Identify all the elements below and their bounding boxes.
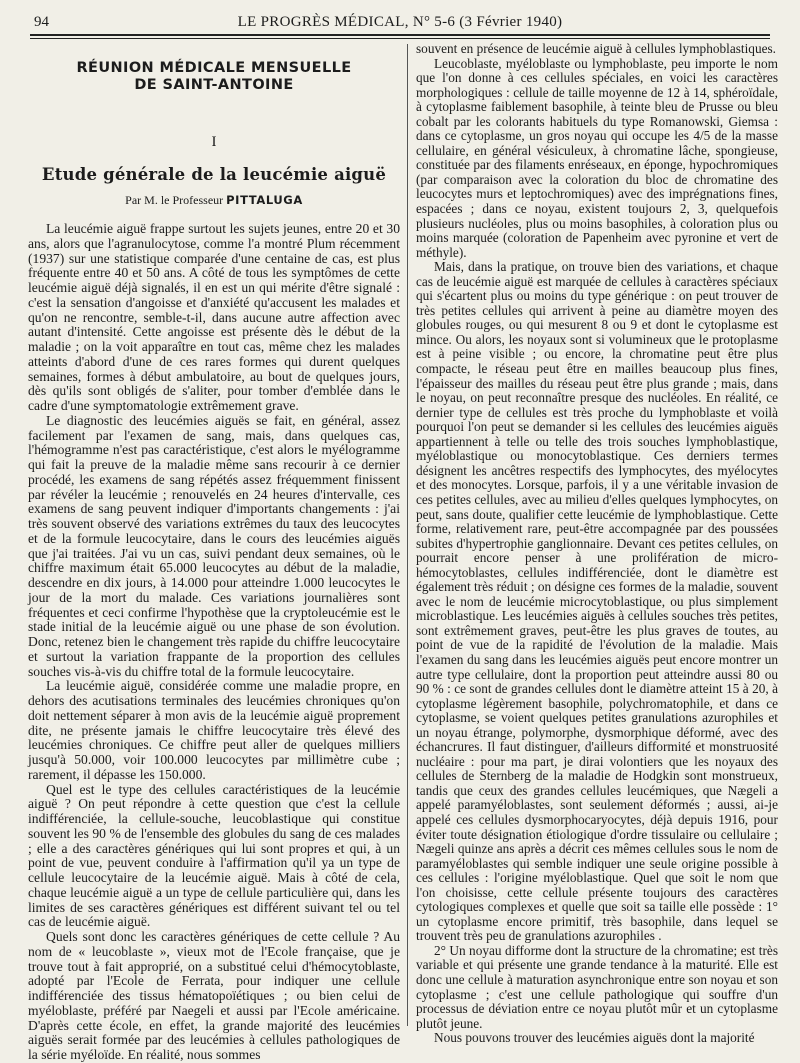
paragraph: Nous pouvons trouver des leucémies aiguës dont la majorité <box>434 1030 755 1046</box>
page-number: 94 <box>34 14 49 30</box>
journal-title: LE PROGRÈS MÉDICAL, N° 5-6 (3 Février 1940) <box>237 14 563 30</box>
paragraph: Mais, dans la pratique, on trouve bien des variations, et chaque cas de leucémie aiguë est marquée de cellules à caractères spéciaux qui s'écartent plus ou moins du type générique : on peut trouver de très petites cellules qui arrivent à peine au diamètre moyen des globules rouges, ou qui mesurent 8 ou 9 et dont le cytoplasme est mince. Ou alors, les noyaux sont si volumineux que le protoplasme est à peine visible ; ou encore, la chromatine peut être plus compacte, le réseau peut être en mailles beaucoup plus fines, l'épaisseur des mailles du réseau peut être plus grande ; mais, dans le noyau, on peut reconnaître presque des nucléoles. En réalité, ce dernier type de cellules est très proche du lymphoblaste et voilà pourquoi l'on peut se demander si les cellules des leucémies aiguës appartiennent à telle ou telle des trois souches lymphoblastique, myéloblastique ou monocytoblastique. Ces derniers termes désignent les ancêtres respectifs des lymphocytes, des myélocytes et des monocytes. Lorsque, parfois, il y a une véritable invasion de ces petites cellules, avec au milieu d'elles quelques lymphocytes, on peut, sans doute, qualifier cette leucémie de lymphoblastique. Cette forme, relativement rare, peut-être accompagnée par des poussées subites d'hypertrophie ganglionnaire. Devant ces petites cellules, on pourrait encore penser à une prolifération de micro-hémocytoblastes, cellules indifférenciée, dont le diamètre est également très réduit ; on désigne ces formes de la maladie, souvent avec le nom de leucémie microcytoblastique, ou plus simplement microblastique. Les leucémies aiguës à cellules souches très petites, sont extrêmement graves, peut-être les plus graves de toutes, au point de vue de la rapidité de l'évolution de la maladie. Mais l'examen du sang dans les leucémies aiguës peut encore montrer un autre type cellulaire, dont la proportion peut atteindre aussi 80 ou 90 % : ce sont de grandes cellules dont le diamètre atteint 15 à 20, à cytoplasme légèrement basophile, polychromatophile, et dans ce cytoplasme, se voient quelques petites granulations azurophiles et un noyau étrange, polymorphe, dysmorphique déformé, avec des échancrures. Il faut distinguer, d'ailleurs difformité et monstruosité nucléaire : pour ma part, je dirai volontiers que les noyaux des cellules de Sternberg de la maladie de Hodgkin sont monstrueux, tandis que ceux des grandes cellules leucémiques, que Nægeli a appelé paramyéloblastes, sont seulement déformés ; aussi, ai-je appelé ces cellules dysmorphocaryocytes, déjà depuis 1916, pour éviter toute désignation étiologique d'ordre tissulaire ou cellulaire ; Nægeli quinze ans après a décrit ces mêmes cellules sous le nom de paramyéloblastes qui semble indiquer une seule origine possible à ces cellules : l'origine myéloblastique. Quel que soit le nom que l'on choisisse, cette cellule présente toujours des caractères cytologiques complexes et quelle que soit sa taille elle possède : 1° un cytoplasme encore primitif, très basophile, dans lequel se trouvent très peu de granulations azurophiles . <box>416 259 778 944</box>
left-column-body <box>28 222 400 1063</box>
paragraph: La leucémie aiguë, considérée comme une maladie propre, en dehors des acutisations terminales des leucémies chroniques qu'on doit nettement séparer à mon avis de la leucémie aiguë proprement dite, ne présente jamais le chiffre leucocytaire très élevé des leucémies chroniques. Ce chiffre peut aller de quelques milliers jusqu'à 50.000, voir 100.000 leucocytes par millimètre cube ; rarement, il dépasse les 150.000. <box>28 678 400 782</box>
section-heading-line2: DE SAINT-ANTOINE <box>134 77 294 93</box>
article-numeral: I <box>211 134 217 150</box>
header-rule-thin <box>30 38 770 39</box>
section-heading-line1: RÉUNION MÉDICALE MENSUELLE <box>76 60 352 76</box>
paragraph: Quel est le type des cellules caractéristiques de la leucémie aiguë ? On peut répondre à cette question que c'est la cellule indifférenciée, la cellule-souche, leucoblastique qui constitue souvent les 90 % de l'ensemble des globules du sang de ces malades ; elle a des caractères génériques qui lui sont propres et qui, à un point de vue, peuvent conduire à l'affirmation qu'il ya un type de cellule leucocytaire de la leucémie aiguë. Mais à côté de cela, chaque leucémie aiguë a un type de cellule particulière qui, dans les limites de ses caractères génériques est différent suivant tel ou tel cas de leucémie aiguë. <box>28 781 400 930</box>
column-divider <box>407 44 408 1026</box>
byline-prefix: Par M. le Professeur <box>125 193 224 207</box>
paragraph: 2° Un noyau difforme dont la structure de la chromatine; est très variable et qui présente une grande tendance à la maturité. Elle est donc une cellule à maturation asynchronique entre son noyau et son cytoplasme ; c'est une cellule pathologique qui souffre d'un processus de déviation entre ce noyau plutôt mûr et un cytoplasme plutôt jeune. <box>416 942 778 1031</box>
paragraph: Quels sont donc les caractères génériques de cette cellule ? Au nom de « leucoblaste », vieux mot de l'Ecole française, que je trouve tout à fait approprié, on a substitué celui d'hémocytoblaste, adopté par l'Ecole de Ferrata, pour indiquer une cellule indifférenciée des tissus hématopoïétiques ; ou bien celui de myéloblaste, préféré par Naegeli et aussi par l'Ecole américaine. D'après cette école, en effet, la grande majorité des leucémies aiguës serait formée par des leucémies à cellules pathologiques de la série myéloïde. En réalité, nous sommes <box>28 929 400 1062</box>
paragraph: Leucoblaste, myéloblaste ou lymphoblaste, peu importe le nom que l'on donne à ces cellules spéciales, en voici les caractères morphologiques : cellule de taille moyenne de 12 à 14, sphéroïdale, à cytoplasme faiblement basophile, à teinte bleu de Prusse ou bleu cobalt par les colorants habituels du type Romanowski, Giemsa : dans ce cytoplasme, un gros noyau qui occupe les 4/5 de la masse cellulaire, en général vésiculeux, à chromatine lâche, spongieuse, constituée par des filaments enréseaux, en éponge, hypochromiques (par comparaison avec la coloration du bloc de chromatine des leucocytes murs et leptochromiques) avec des imprégnations fines, espacées ; dans ce noyau, existent toujours 2, 3, quelquefois plusieurs nucléoles, plus ou moins basophiles, à coloration plus ou moins marquée (coloration de Papenheim avec pyronine et vert de méthyle). <box>416 55 778 260</box>
paragraph: La leucémie aiguë frappe surtout les sujets jeunes, entre 20 et 30 ans, alors que l'agranulocytose, comme l'a montré Plum récemment (1937) sur une statistique comparée d'une centaine de cas, est plus fréquente entre 40 et 50 ans. A côté de tous les symptômes de cette leucémie aiguë déjà signalés, il en est un qui mérite d'être signalé : c'est la sensation d'angoisse et d'anxiété qu'accusent les malades et qu'on ne rencontre, semble-t-il, dans aucune autre affection avec autant d'intensité. Cette angoisse est présente dès le début de la maladie ; on la voit apparaître en tout cas, même chez les malades atteints d'abord d'une de ces rares formes qui durent quelques semaines, formes à début ambulatoire, au bout de quelques jours, dès qu'ils sont obligés de s'aliter, pour tomber d'emblée dans le cadre d'une symptomatologie extrêmement grave. <box>28 221 400 413</box>
paragraph-continued: souvent en présence de leucémie aiguë à cellules lymphoblastiques. <box>416 41 776 56</box>
page-header <box>30 10 770 34</box>
article-title: Etude générale de la leucémie aiguë <box>41 165 387 184</box>
byline <box>28 193 400 208</box>
header-rule-thick <box>30 34 770 36</box>
paragraph: Le diagnostic des leucémies aiguës se fait, en général, assez facilement par l'examen de sang, mais, dans quelques cas, l'hémogramme n'est pas caractéristique, c'est alors le myélogramme qui fait la preuve de la maladie même sans recourir à ce dernier procédé, les examens de sang répétés assez fréquemment finissent par révéler la leucémie ; renouvelés en 24 heures d'intervalle, ces examens de sang peuvent indiquer d'importants changements : j'ai très souvent observé des variations extrêmes du taux des leucocytes et de la formule leucocytaire, dans le cours des leucémies aiguës que j'ai traitées. J'ai vu un cas, suivi pendant deux semaines, où le chiffre maximum était 65.000 leucocytes au début de la maladie, descendre en dix jours, à 14.000 pour atteindre 1.000 leucocytes le jour de la mort du malade. Ces variations journalières sont fréquentes et ceci confirme l'hypothèse que la cryptoleucémie est le stade initial de la leucémie aiguë ou une phase de son évolution. Donc, retenez bien le changement très rapide du chiffre leucocytaire et surtout la variation frappante de la proportion des cellules souches vis-à-vis du chiffre total de la formule leucocytaire. <box>28 412 400 679</box>
author-name: PITTALUGA <box>226 193 303 207</box>
section-heading <box>28 60 400 94</box>
right-column <box>416 41 778 1046</box>
left-column <box>28 44 400 1062</box>
